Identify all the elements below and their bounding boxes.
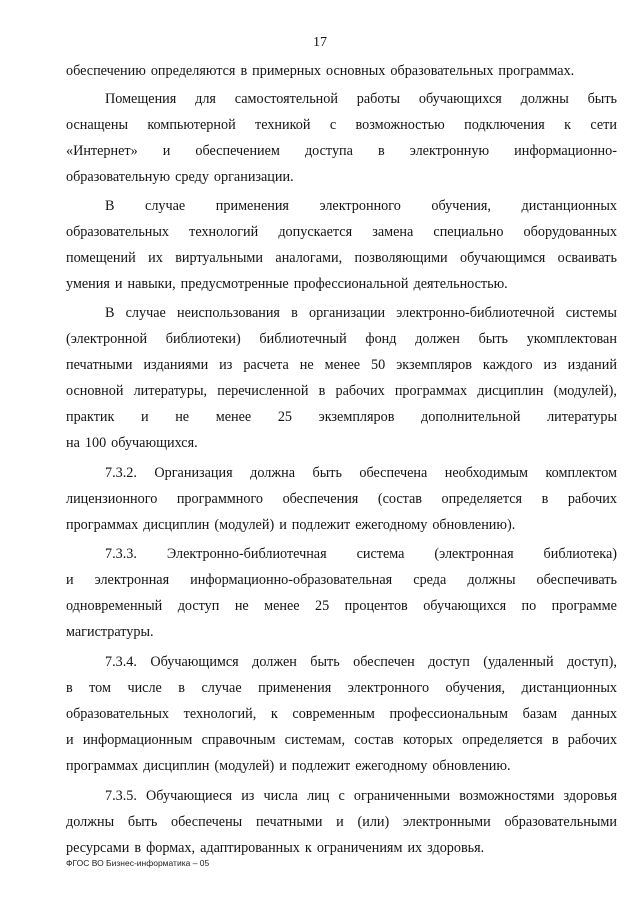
text-line: 7.3.5. Обучающиеся из числа лиц с ограниченными возможностями здоровья [105,788,617,804]
text-line: одновременный доступ не менее 25 процентов обучающихся по программе [66,598,617,614]
text-line: В случае неиспользования в организации электронно-библиотечной системы [105,305,617,321]
text-line: помещений их виртуальными аналогами, позволяющими обучающимся осваивать [66,250,617,266]
paragraph [66,58,617,86]
footer-document-code: ФГОС ВО Бизнес-информатика – 05 [66,858,210,868]
text-line: обеспечению определяются в примерных основных образовательных программах. [66,63,575,79]
text-line: оснащены компьютерной техникой с возможностью подключения к сети [66,117,617,133]
text-line: программах дисциплин (модулей) и подлежит ежегодному обновлению. [66,758,511,774]
paragraph [66,541,617,649]
text-line: «Интернет» и обеспечением доступа в электронную информационно- [66,143,617,159]
text-line: печатными изданиями из расчета не менее 50 экземпляров каждого из изданий [66,357,617,373]
paragraph [66,86,617,193]
text-line: 7.3.3. Электронно-библиотечная система (электронная библиотека) [105,546,617,562]
text-line: образовательных технологий, к современным профессиональным базам данных [66,706,617,722]
text-line: ресурсами в формах, адаптированных к ограничениям их здоровья. [66,840,485,856]
paragraph [66,649,617,783]
text-line: образовательных технологий допускается замена специально оборудованных [66,224,617,240]
text-line: должны быть обеспечены печатными и (или) электронными образовательными [66,814,617,830]
text-line: в том числе в случае применения электронного обучения, дистанционных [66,680,617,696]
text-line: и электронная информационно-образовательная среда должны обеспечивать [66,572,617,588]
text-line: Помещения для самостоятельной работы обучающихся должны быть [105,91,617,107]
document-body [66,58,617,861]
text-line: умения и навыки, предусмотренные профессиональной деятельностью. [66,276,508,292]
text-line: В случае применения электронного обучения, дистанционных [105,198,617,214]
text-line: 7.3.2. Организация должна быть обеспечена необходимым комплектом [105,465,617,481]
text-line: лицензионного программного обеспечения (состав определяется в рабочих [66,491,617,507]
text-line: практик и не менее 25 экземпляров дополнительной литературы [66,409,617,425]
paragraph [66,460,617,541]
text-line: 7.3.4. Обучающимся должен быть обеспечен доступ (удаленный доступ), [105,654,617,670]
paragraph [66,783,617,861]
paragraph [66,193,617,300]
paragraph [66,300,617,460]
text-line: (электронной библиотеки) библиотечный фонд должен быть укомплектован [66,331,617,347]
text-line: основной литературы, перечисленной в рабочих программах дисциплин (модулей), [66,383,617,399]
text-line: и информационным справочным системам, состав которых определяется в рабочих [66,732,617,748]
text-line: программах дисциплин (модулей) и подлежит ежегодному обновлению). [66,517,516,533]
text-line: магистратуры. [66,624,154,640]
text-line: образовательную среду организации. [66,169,294,185]
text-line: на 100 обучающихся. [66,435,198,451]
page-number: 17 [313,35,327,50]
